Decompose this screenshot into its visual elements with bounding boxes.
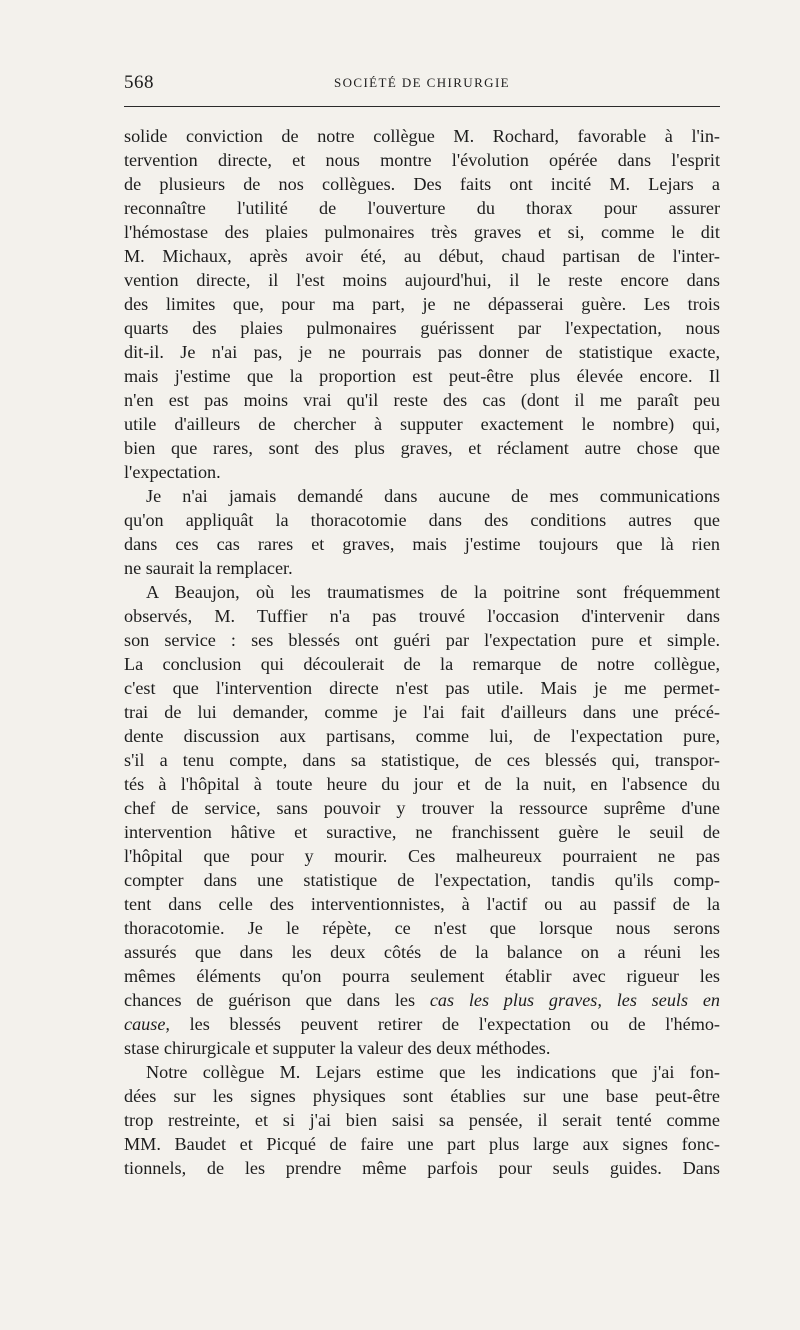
running-title: SOCIÉTÉ DE CHIRURGIE: [333, 75, 511, 90]
text-line: n'en est pas moins vrai qu'il reste des cas (dont il me paraît peu: [124, 390, 720, 410]
text-line: A Beaujon, où les traumatismes de la poitrine sont fréquemment: [146, 582, 720, 602]
text-line: mais j'estime que la proportion est peut-être plus élevée encore. Il: [124, 366, 720, 386]
text-line: intervention hâtive et suractive, ne franchissent guère le seuil de: [124, 822, 720, 842]
italic-text-run: cas les plus graves, les seuls en: [429, 990, 720, 1010]
text-line: observés, M. Tuffier n'a pas trouvé l'occasion d'intervenir dans: [124, 606, 720, 626]
text-line: M. Michaux, après avoir été, au début, chaud partisan de l'inter-: [124, 246, 720, 266]
text-line: vention directe, il l'est moins aujourd'hui, il le reste encore dans: [124, 270, 720, 290]
text-line: des limites que, pour ma part, je ne dépasserai guère. Les trois: [124, 294, 720, 314]
text-line: reconnaître l'utilité de l'ouverture du thorax pour assurer: [124, 198, 720, 218]
text-line: ne saurait la remplacer.: [124, 558, 293, 578]
text-line: chef de service, sans pouvoir y trouver la ressource suprême d'une: [124, 798, 720, 818]
text-line: compter dans une statistique de l'expectation, tandis qu'ils comp-: [124, 870, 720, 890]
page-header: [124, 72, 720, 98]
text-line: s'il a tenu compte, dans sa statistique, de ces blessés qui, transpor-: [124, 750, 720, 770]
text-line: mêmes éléments qu'on pourra seulement établir avec rigueur les: [124, 966, 720, 986]
text-line: thoracotomie. Je le répète, ce n'est que lorsque nous serons: [124, 918, 720, 938]
text-line: l'expectation.: [124, 462, 221, 482]
text-line-mixed: [124, 1012, 720, 1036]
header-rule: [124, 106, 720, 107]
text-line: utile d'ailleurs de chercher à supputer exactement le nombre) qui,: [124, 414, 720, 434]
text-line: qu'on appliquât la thoracotomie dans des conditions autres que: [124, 510, 720, 530]
text-line: La conclusion qui découlerait de la remarque de notre collègue,: [124, 654, 720, 674]
text-line: son service : ses blessés ont guéri par l'expectation pure et simple.: [124, 630, 720, 650]
text-line: l'hôpital que pour y mourir. Ces malheureux pourraient ne pas: [124, 846, 720, 866]
text-line: Je n'ai jamais demandé dans aucune de mes communications: [146, 486, 720, 506]
text-line: l'hémostase des plaies pulmonaires très graves et si, comme le dit: [124, 222, 720, 242]
text-line-mixed: [124, 988, 720, 1012]
page-number: 568: [124, 72, 154, 93]
text-line: tent dans celle des interventionnistes, à l'actif ou au passif de la: [124, 894, 720, 914]
text-line: tionnels, de les prendre même parfois pour seuls guides. Dans: [124, 1158, 720, 1178]
text-line: tés à l'hôpital à toute heure du jour et de la nuit, en l'absence du: [124, 774, 720, 794]
text-line: stase chirurgicale et supputer la valeur des deux méthodes.: [124, 1038, 551, 1058]
text-line: bien que rares, sont des plus graves, et réclament autre chose que: [124, 438, 720, 458]
text-line: dées sur les signes physiques sont établies sur une base peut-être: [124, 1086, 720, 1106]
body-text: [124, 124, 720, 1180]
text-line: de plusieurs de nos collègues. Des faits ont incité M. Lejars a: [124, 174, 720, 194]
text-line: trai de lui demander, comme je l'ai fait d'ailleurs dans une précé-: [124, 702, 720, 722]
text-run: les blessés peuvent retirer de l'expectation ou de l'hémo-: [169, 1014, 720, 1034]
text-line: c'est que l'intervention directe n'est pas utile. Mais je me permet-: [124, 678, 720, 698]
text-line: dente discussion aux partisans, comme lui, de l'expectation pure,: [124, 726, 720, 746]
text-run: chances de guérison que dans les: [124, 990, 430, 1010]
text-line: dans ces cas rares et graves, mais j'estime toujours que là rien: [124, 534, 720, 554]
text-line: assurés que dans les deux côtés de la balance on a réuni les: [124, 942, 720, 962]
text-line: dit-il. Je n'ai pas, je ne pourrais pas donner de statistique exacte,: [124, 342, 720, 362]
text-line: MM. Baudet et Picqué de faire une part plus large aux signes fonc-: [124, 1134, 720, 1154]
text-line: solide conviction de notre collègue M. Rochard, favorable à l'in-: [124, 126, 720, 146]
text-line: trop restreinte, et si j'ai bien saisi sa pensée, il serait tenté comme: [124, 1110, 720, 1130]
text-line: Notre collègue M. Lejars estime que les indications que j'ai fon-: [146, 1062, 720, 1082]
text-line: tervention directe, et nous montre l'évolution opérée dans l'esprit: [124, 150, 720, 170]
text-line: quarts des plaies pulmonaires guérissent par l'expectation, nous: [124, 318, 720, 338]
italic-text-run: cause,: [124, 1014, 170, 1034]
